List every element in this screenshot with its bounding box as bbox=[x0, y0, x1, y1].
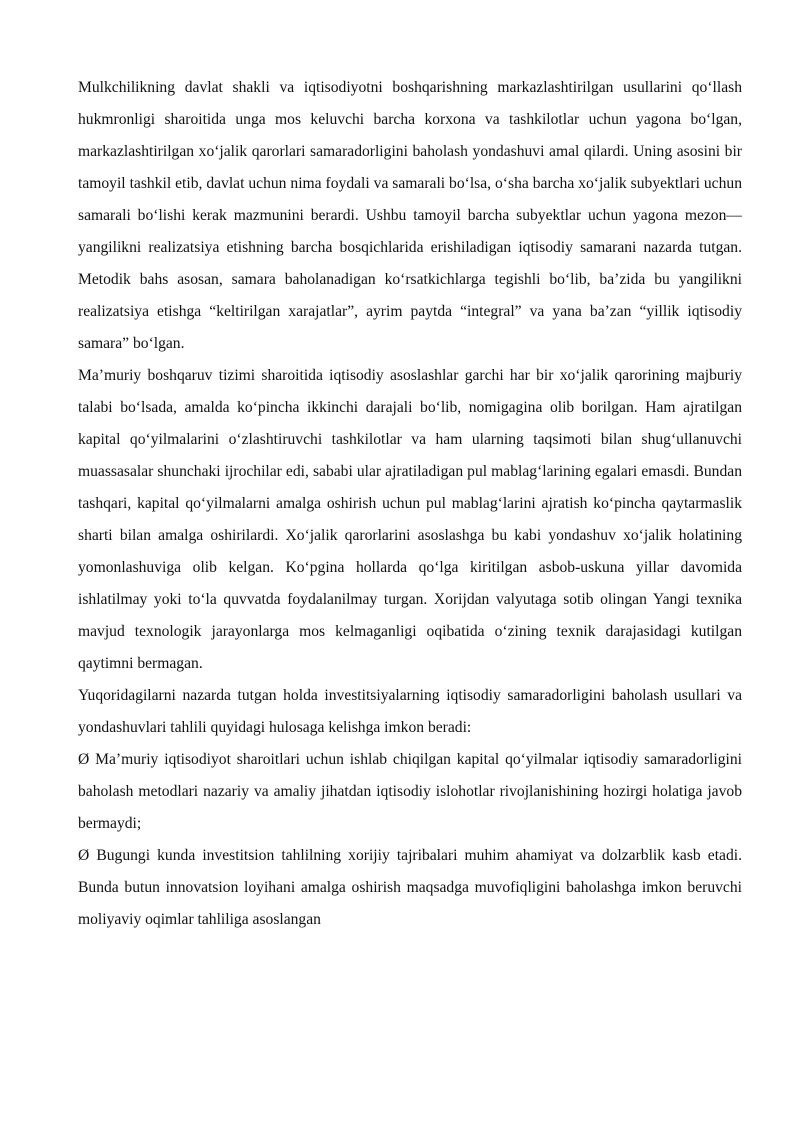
bullet-item-foreign-experience: Ø Bugungi kunda investitsion tahlilning xorijiy tajribalari muhim ahamiyat va dolzarblik kasb etadi. Bunda butun innovatsion loyihani amalga oshirish maqsadga muvofiqligini baholashga imkon beruvchi moliyaviy oqimlar tahliliga asoslangan bbox=[78, 847, 742, 928]
document-page bbox=[78, 72, 742, 936]
paragraph-conclusion-intro: Yuqoridagilarni nazarda tutgan holda investitsiyalarning iqtisodiy samaradorligini baholash usullari va yondashuvlari tahlili quyidagi hulosaga kelishga imkon beradi: bbox=[78, 687, 742, 736]
paragraph-administrative-management: Ma’muriy boshqaruv tizimi sharoitida iqtisodiy asoslashlar garchi har bir xo‘jalik qarorining majburiy talabi bo‘lsada, amalda ko‘pincha ikkinchi darajali bo‘lib, nomigagina olib borilgan. Ham ajratilgan kapital qo‘yilmalarini o‘zlashtiruvchi tashkilotlar va ham ularning taqsimoti bilan shug‘ullanuvchi muassasalar shunchaki ijrochilar edi, sababi ular ajratiladigan pul mablag‘larining egalari emasdi. Bundan tashqari, kapital qo‘yilmalarni amalga oshirish uchun pul mablag‘larini ajratish ko‘pincha qaytarmaslik sharti bilan amalga oshirilardi. Xo‘jalik qarorlarini asoslashga bu kabi yondashuv xo‘jalik holatining yomonlashuviga olib kelgan. Ko‘pgina hollarda qo‘lga kiritilgan asbob-uskuna yillar davomida ishlatilmay yoki to‘la quvvatda foydalanilmay turgan. Xorijdan valyutaga sotib olingan Yangi texnika mavjud texnologik jarayonlarga mos kelmaganligi oqibatida o‘zining texnik darajasidagi kutilgan qaytimni bermagan. bbox=[78, 367, 742, 672]
bullet-item-administrative-methods: Ø Ma’muriy iqtisodiyot sharoitlari uchun ishlab chiqilgan kapital qo‘yilmalar iqtisodiy samaradorligini baholash metodlari nazariy va amaliy jihatdan iqtisodiy islohotlar rivojlanishining hozirgi holatiga javob bermaydi; bbox=[78, 751, 742, 832]
paragraph-state-ownership: Mulkchilikning davlat shakli va iqtisodiyotni boshqarishning markazlashtirilgan usullarini qo‘llash hukmronligi sharoitida unga mos keluvchi barcha korxona va tashkilotlar uchun yagona bo‘lgan, markazlashtirilgan xo‘jalik qarorlari samaradorligini baholash yondashuvi amal qilardi. Uning asosini bir tamoyil tashkil etib, davlat uchun nima foydali va samarali bo‘lsa, o‘sha barcha xo‘jalik subyektlari uchun samarali bo‘lishi kerak mazmunini berardi. Ushbu tamoyil barcha subyektlar uchun yagona mezon—yangilikni realizatsiya etishning barcha bosqichlarida erishiladigan iqtisodiy samarani nazarda tutgan. Metodik bahs asosan, samara baholanadigan ko‘rsatkichlarga tegishli bo‘lib, ba’zida bu yangilikni realizatsiya etishga “keltirilgan xarajatlar”, ayrim paytda “integral” va yana ba’zan “yillik iqtisodiy samara” bo‘lgan. bbox=[78, 79, 742, 352]
